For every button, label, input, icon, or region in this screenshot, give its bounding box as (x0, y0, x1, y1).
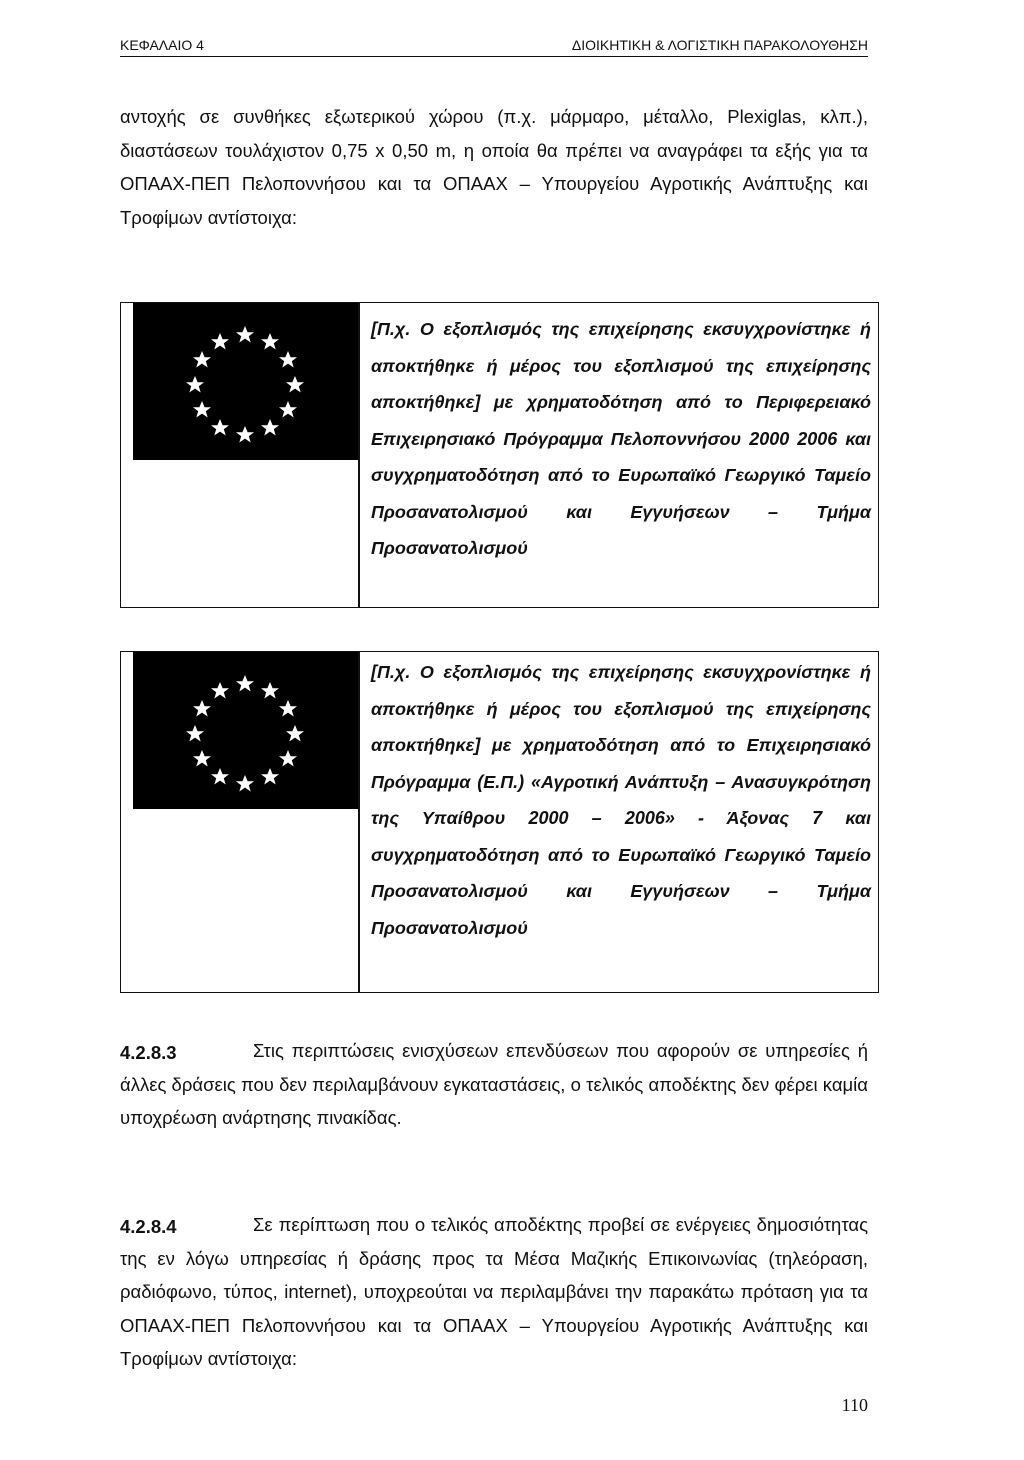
eu-flag-icon (133, 303, 358, 460)
eu-flag-icon (133, 652, 358, 809)
page-header (120, 36, 868, 57)
box-1-text: [Π.χ. Ο εξοπλισμός της επιχείρησης εκσυγχρονίστηκε ή αποκτήθηκε ή μέρος του εξοπλισμού της επιχείρησης αποκτήθηκε] με χρηματοδότηση από το Περιφερειακό Επιχειρησιακό Πρόγραμμα Πελοποννήσου 2000 2006 και συγχρηματοδότηση από το Ευρωπαϊκό Γεωργικό Ταμείο Προσανατολισμού και Εγγυήσεων – Τμήμα Προσανατολισμού (371, 319, 871, 558)
box-2-text: [Π.χ. Ο εξοπλισμός της επιχείρησης εκσυγχρονίστηκε ή αποκτήθηκε ή μέρος του εξοπλισμού της επιχείρησης αποκτήθηκε] με χρηματοδότηση από το Επιχειρησιακό Πρόγραμμα (Ε.Π.) «Αγροτική Ανάπτυξη – Ανασυγκρότηση της Υπαίθρου 2000 – 2006» - Άξονας 7 και συγχρηματοδότηση από το Ευρωπαϊκό Γεωργικό Ταμείο Προσανατολισμού και Εγγυήσεων – Τμήμα Προσανατολισμού (371, 662, 871, 938)
sign-text-box-1 (120, 302, 879, 608)
section-title: ΔΙΟΙΚΗΤΙΚΗ & ΛΟΓΙΣΤΙΚΗ ΠΑΡΑΚΟΛΟΥΘΗΣΗ (571, 37, 868, 53)
section-number: 4.2.8.4 (120, 1216, 177, 1237)
intro-paragraph: αντοχής σε συνθήκες εξωτερικού χώρου (π.χ. μάρμαρο, μέταλλο, Plexiglas, κλπ.), διαστάσεων τουλάχιστον 0,75 x 0,50 m, η οποία θα πρέπει να αναγράφει τα εξής για τα ΟΠΑΑΧ-ΠΕΠ Πελοποννήσου και τα ΟΠΑΑΧ – Υπουργείου Αγροτικής Ανάπτυξης και Τροφίμων αντίστοιχα: (120, 106, 868, 228)
section-paragraph: Στις περιπτώσεις ενισχύσεων επενδύσεων που αφορούν σε υπηρεσίες ή άλλες δράσεις που δεν περιλαμβάνουν εγκαταστάσεις, ο τελικός αποδέκτης δεν φέρει καμία υποχρέωση ανάρτησης πινακίδας. (120, 1040, 868, 1128)
box-divider (358, 303, 360, 607)
page-number: 110 (841, 1395, 868, 1415)
chapter-label: ΚΕΦΑΛΑΙΟ 4 (120, 37, 204, 53)
box-divider (358, 652, 360, 992)
section-paragraph: Σε περίπτωση που ο τελικός αποδέκτης προβεί σε ενέργειες δημοσιότητας της εν λόγω υπηρεσίας ή δράσης προς τα Μέσα Μαζικής Επικοινωνίας (τηλεόραση, ραδιόφωνο, τύπος, internet), υποχρεούται να περιλαμβάνει την παρακάτω πρόταση για τα ΟΠΑΑΧ-ΠΕΠ Πελοποννήσου και τα ΟΠΑΑΧ – Υπουργείου Αγροτικής Ανάπτυξης και Τροφίμων αντίστοιχα: (120, 1214, 868, 1369)
sign-text-box-2 (120, 651, 879, 993)
section-number: 4.2.8.3 (120, 1042, 177, 1063)
